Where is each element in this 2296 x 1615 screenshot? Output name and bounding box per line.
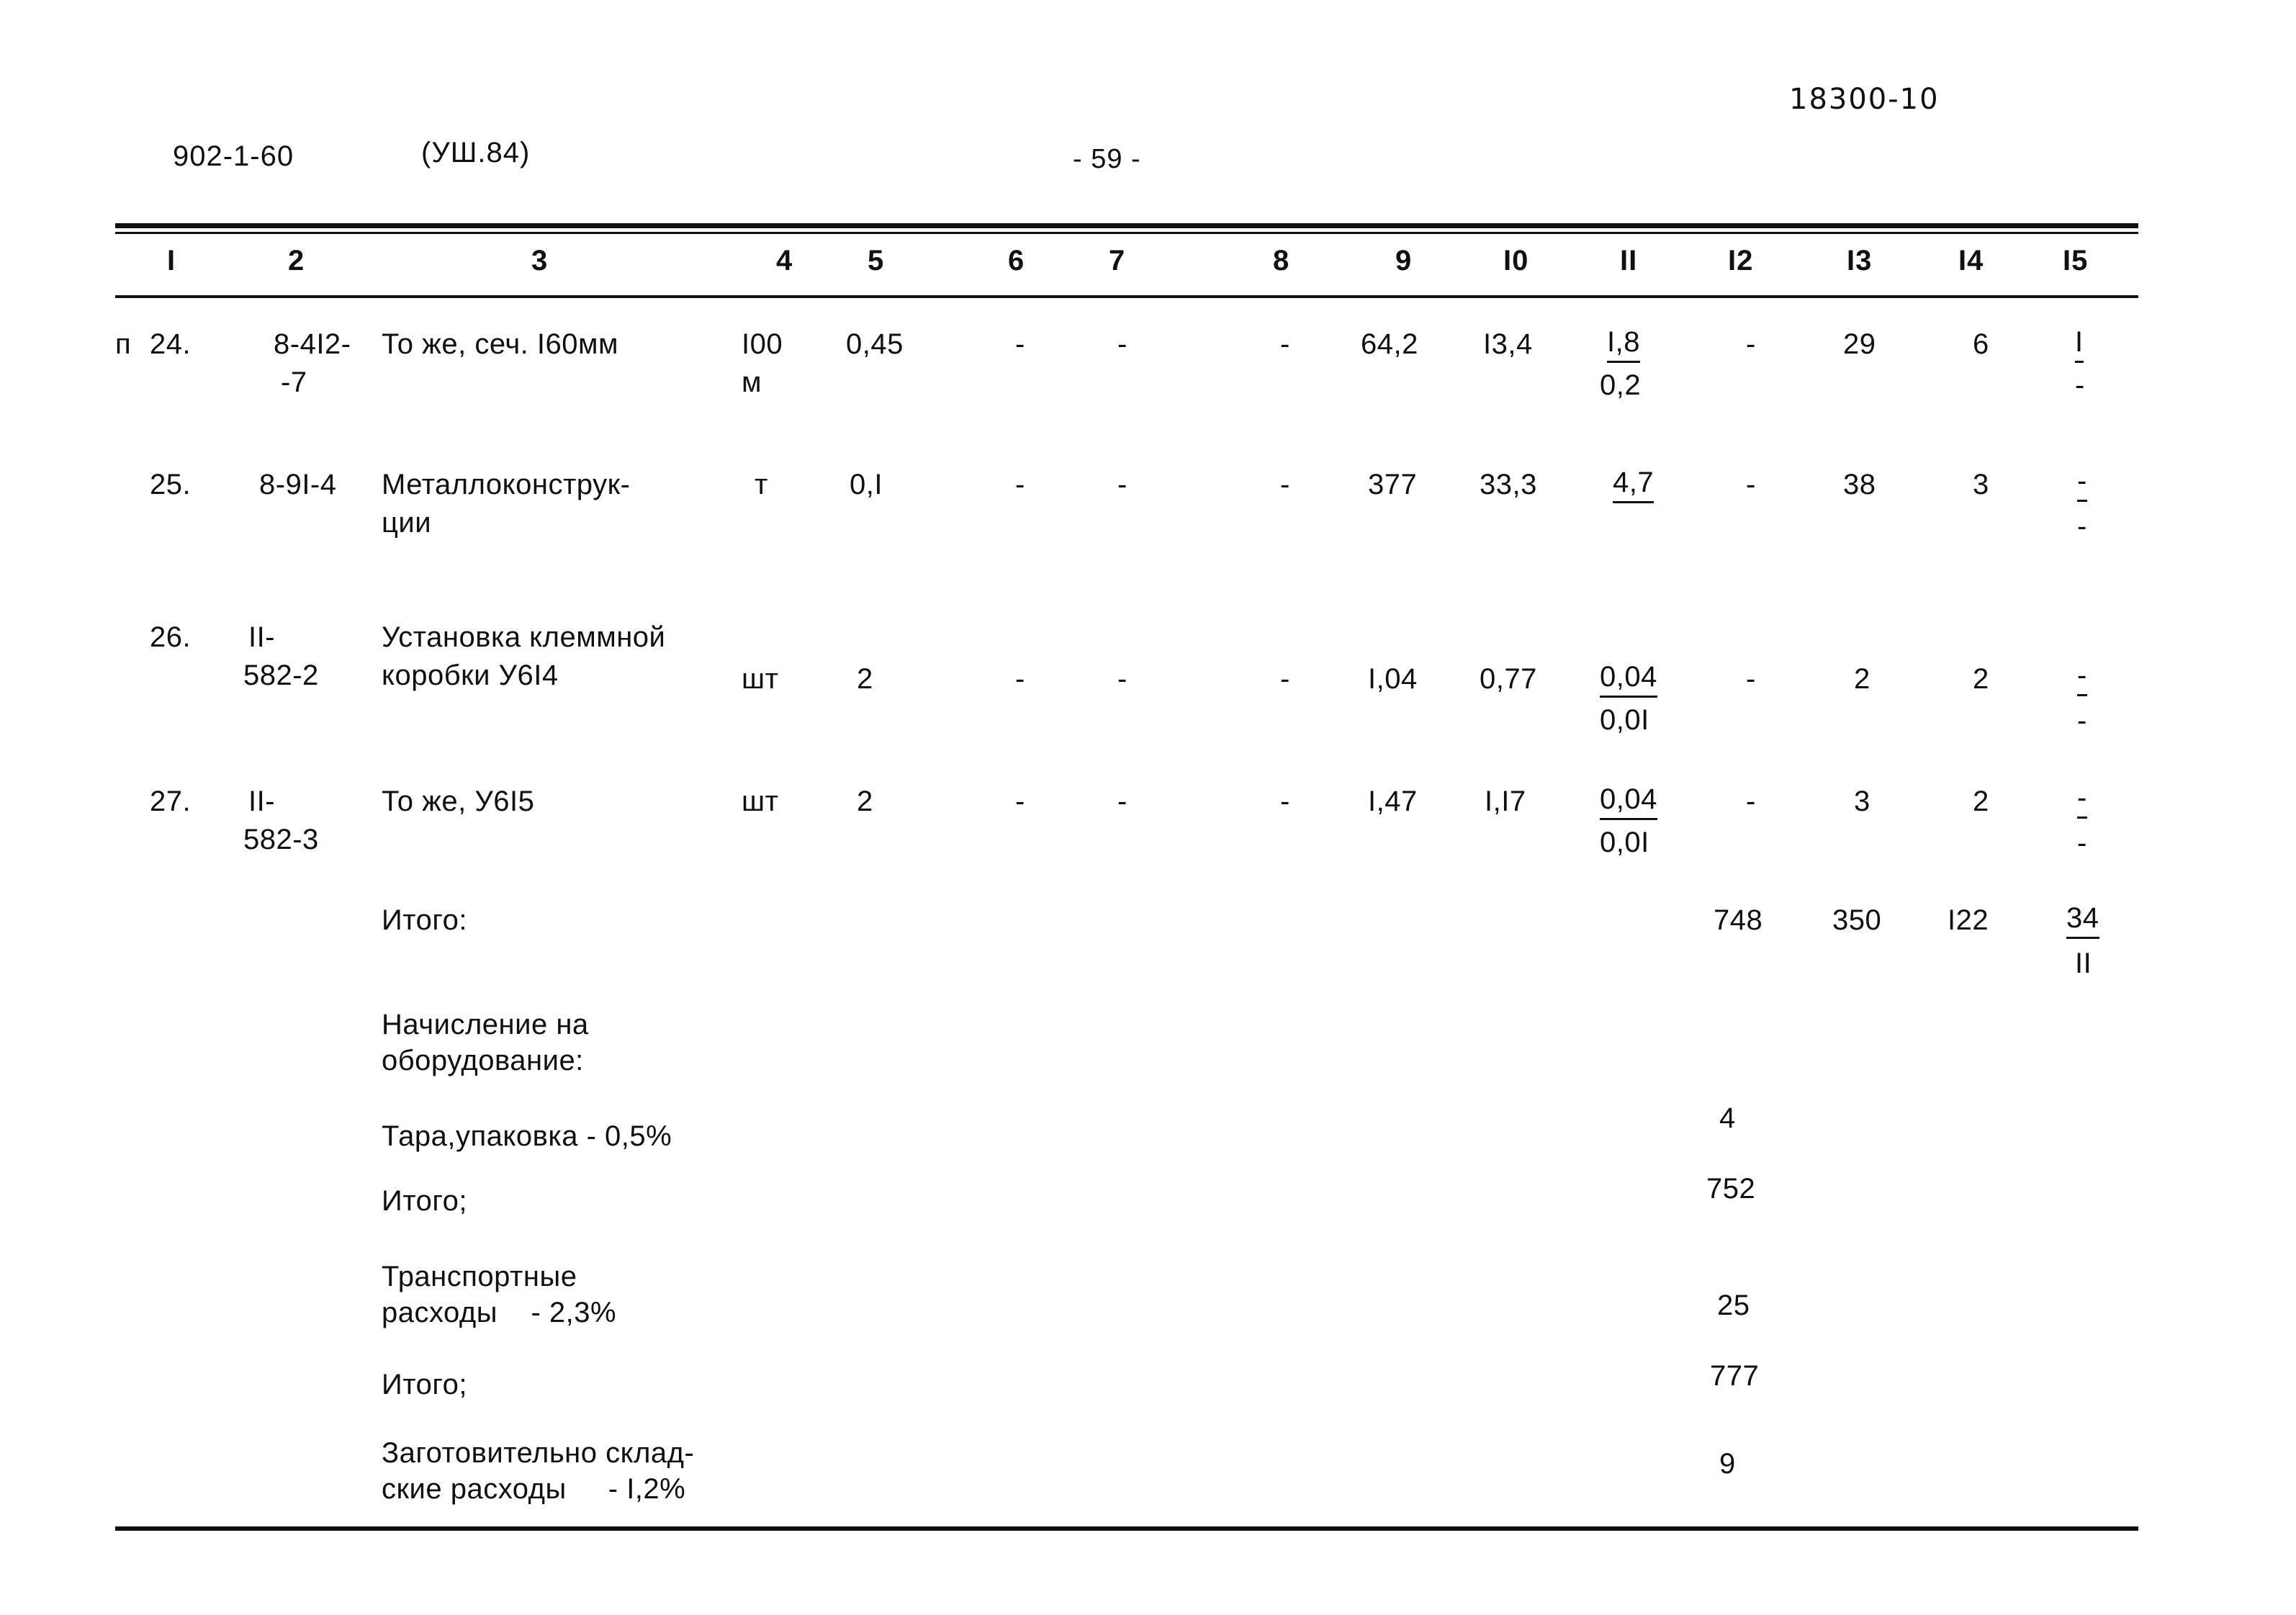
table-row-26-code: II-: [248, 621, 276, 653]
table-row-26-c15-top: [2077, 659, 2087, 696]
table-row-25-c6: -: [1015, 469, 1025, 500]
table-row-27-c12: -: [1746, 786, 1756, 817]
fraction-numerator: -: [2077, 781, 2087, 819]
table-row-25-c14: 3: [1973, 469, 1989, 500]
fraction-numerator: 0,04: [1600, 783, 1657, 820]
table-row-24-c13: 29: [1843, 328, 1876, 360]
table-row-24-unit: I00: [742, 328, 783, 360]
fraction-numerator: -: [2077, 659, 2087, 696]
fraction-numerator: 4,7: [1613, 466, 1654, 503]
column-header-11: II: [1620, 245, 1638, 276]
table-row-24-name: То же, сеч. I60мм: [382, 328, 618, 360]
table-row-27-unit: шт: [742, 786, 779, 817]
table-row-24-c10: I3,4: [1483, 328, 1533, 360]
footer-label-1-line1: Тара,упаковка - 0,5%: [382, 1120, 672, 1152]
table-row-24-c8: -: [1280, 328, 1290, 360]
column-header-10: I0: [1503, 245, 1529, 276]
table-row-25-c9: 377: [1368, 469, 1418, 500]
table-row-26-c13: 2: [1854, 663, 1870, 695]
table-row-25-c15-top: [2077, 464, 2087, 502]
table-row-24-c6: -: [1015, 328, 1025, 360]
totals-c15-top: [2066, 901, 2099, 939]
table-row-25-c15-bottom: -: [2077, 510, 2087, 542]
table-row-27-c6: -: [1015, 786, 1025, 817]
footer-value-4: 777: [1710, 1360, 1760, 1392]
table-row-25-code: 8-9I-4: [259, 469, 337, 500]
table-row-24-c14: 6: [1973, 328, 1989, 360]
table-row-26-name: Установка клеммной: [382, 621, 666, 653]
table-row-25-c7: -: [1117, 469, 1127, 500]
table-row-24-code: 8-4I2-: [274, 328, 351, 360]
footer-value-3: 25: [1717, 1290, 1750, 1321]
table-row-24-no: 24.: [150, 328, 192, 360]
footer-label-2-line1: Итого;: [382, 1185, 467, 1217]
column-header-4: 4: [776, 245, 793, 276]
table-row-27-code2: 582-3: [243, 824, 319, 855]
totals-c12: 748: [1714, 904, 1763, 936]
table-row-27-c11-top: [1600, 783, 1657, 820]
column-header-14: I4: [1958, 245, 1984, 276]
document-revision: (УШ.84): [421, 137, 531, 168]
table-row-25-no: 25.: [150, 469, 192, 500]
table-bottom-rule: [115, 1526, 2138, 1531]
table-row-26-code2: 582-2: [243, 660, 319, 691]
footer-label-3-line2: расходы - 2,3%: [382, 1297, 617, 1328]
column-header-2: 2: [288, 245, 305, 276]
footer-label-0-line2: оборудование:: [382, 1045, 584, 1076]
footer-value-5: 9: [1719, 1448, 1736, 1480]
column-header-8: 8: [1273, 245, 1290, 276]
table-row-26-c11-bottom: 0,0I: [1600, 704, 1649, 736]
column-header-3: 3: [531, 245, 549, 276]
table-row-27-c13: 3: [1854, 786, 1870, 817]
table-row-25-c10: 33,3: [1480, 469, 1537, 500]
fraction-numerator: I: [2075, 325, 2084, 363]
totals-c14: I22: [1948, 904, 1989, 936]
footer-label-5-line1: Заготовительно склад-: [382, 1437, 695, 1469]
table-row-25-c11-top: [1613, 466, 1654, 503]
table-row-26-c7: -: [1117, 663, 1127, 695]
table-top-rule: [115, 223, 2138, 228]
table-top-rule-thin: [115, 232, 2138, 234]
table-row-26-unit: шт: [742, 663, 779, 695]
totals-c13: 350: [1832, 904, 1882, 936]
row-left-mark: п: [115, 328, 132, 360]
table-row-27-c10: I,I7: [1485, 786, 1526, 817]
table-row-27-c11-bottom: 0,0I: [1600, 827, 1649, 858]
column-header-9: 9: [1395, 245, 1413, 276]
fraction-numerator: I,8: [1607, 325, 1640, 363]
table-row-27-c14: 2: [1973, 786, 1989, 817]
table-row-26-c14: 2: [1973, 663, 1989, 695]
table-row-27-c15-bottom: -: [2077, 827, 2087, 859]
column-header-13: I3: [1847, 245, 1873, 276]
table-row-26-qty: 2: [857, 663, 873, 695]
table-row-25-qty: 0,I: [850, 469, 883, 500]
table-row-25-c8: -: [1280, 469, 1290, 500]
table-row-27-no: 27.: [150, 786, 192, 817]
column-header-6: 6: [1008, 245, 1025, 276]
table-row-27-qty: 2: [857, 786, 873, 817]
footer-label-4-line1: Итого;: [382, 1369, 467, 1400]
table-row-24-unit2: м: [742, 366, 762, 398]
table-row-24-c12: -: [1746, 328, 1756, 360]
table-row-26-c6: -: [1015, 663, 1025, 695]
table-row-27-c7: -: [1117, 786, 1127, 817]
table-row-24-c15-top: [2075, 325, 2084, 363]
totals-label: Итого:: [382, 904, 467, 936]
table-row-26-c15-bottom: -: [2077, 705, 2087, 737]
table-row-27-c8: -: [1280, 786, 1290, 817]
table-row-26-name2: коробки У6I4: [382, 660, 559, 691]
footer-label-3-line1: Транспортные: [382, 1261, 577, 1292]
table-row-25-c12: -: [1746, 469, 1756, 500]
table-row-26-c8: -: [1280, 663, 1290, 695]
footer-value-2: 752: [1706, 1173, 1756, 1205]
table-row-27-c15-top: [2077, 781, 2087, 819]
table-row-26-c9: I,04: [1368, 663, 1418, 695]
archive-stamp: 18300-10: [1789, 83, 1940, 116]
table-row-27-c9: I,47: [1368, 786, 1418, 817]
table-row-24-c11-bottom: 0,2: [1600, 369, 1642, 401]
table-row-24-qty: 0,45: [846, 328, 904, 360]
page-number: - 59 -: [1073, 144, 1141, 174]
table-row-25-name2: ции: [382, 507, 432, 539]
table-row-24-code2: -7: [281, 366, 307, 398]
fraction-numerator: -: [2077, 464, 2087, 502]
footer-label-0-line1: Начисление на: [382, 1009, 589, 1040]
table-row-26-no: 26.: [150, 621, 192, 653]
table-row-25-c13: 38: [1843, 469, 1876, 500]
table-row-24-c7: -: [1117, 328, 1127, 360]
table-row-27-code: II-: [248, 786, 276, 817]
document-code: 902-1-60: [173, 140, 294, 172]
table-row-24-c11-top: [1607, 325, 1640, 363]
table-row-26-c12: -: [1746, 663, 1756, 695]
table-row-24-c9: 64,2: [1361, 328, 1418, 360]
table-row-25-name: Металлоконструк-: [382, 469, 631, 500]
fraction-numerator: 0,04: [1600, 660, 1657, 698]
table-header-rule: [115, 295, 2138, 298]
totals-c15-bottom: II: [2075, 948, 2092, 979]
column-header-7: 7: [1109, 245, 1126, 276]
column-header-5: 5: [868, 245, 885, 276]
table-row-24-c15-bottom: -: [2075, 369, 2085, 401]
column-header-12: I2: [1728, 245, 1754, 276]
fraction-numerator: 34: [2066, 901, 2099, 939]
table-row-26-c11-top: [1600, 660, 1657, 698]
table-row-25-unit: т: [755, 469, 768, 500]
table-row-26-c10: 0,77: [1480, 663, 1537, 695]
column-header-15: I5: [2063, 245, 2089, 276]
column-header-1: I: [167, 245, 176, 276]
footer-label-5-line2: ские расходы - I,2%: [382, 1473, 686, 1505]
table-row-27-name: То же, У6I5: [382, 786, 535, 817]
footer-value-1: 4: [1719, 1102, 1736, 1134]
